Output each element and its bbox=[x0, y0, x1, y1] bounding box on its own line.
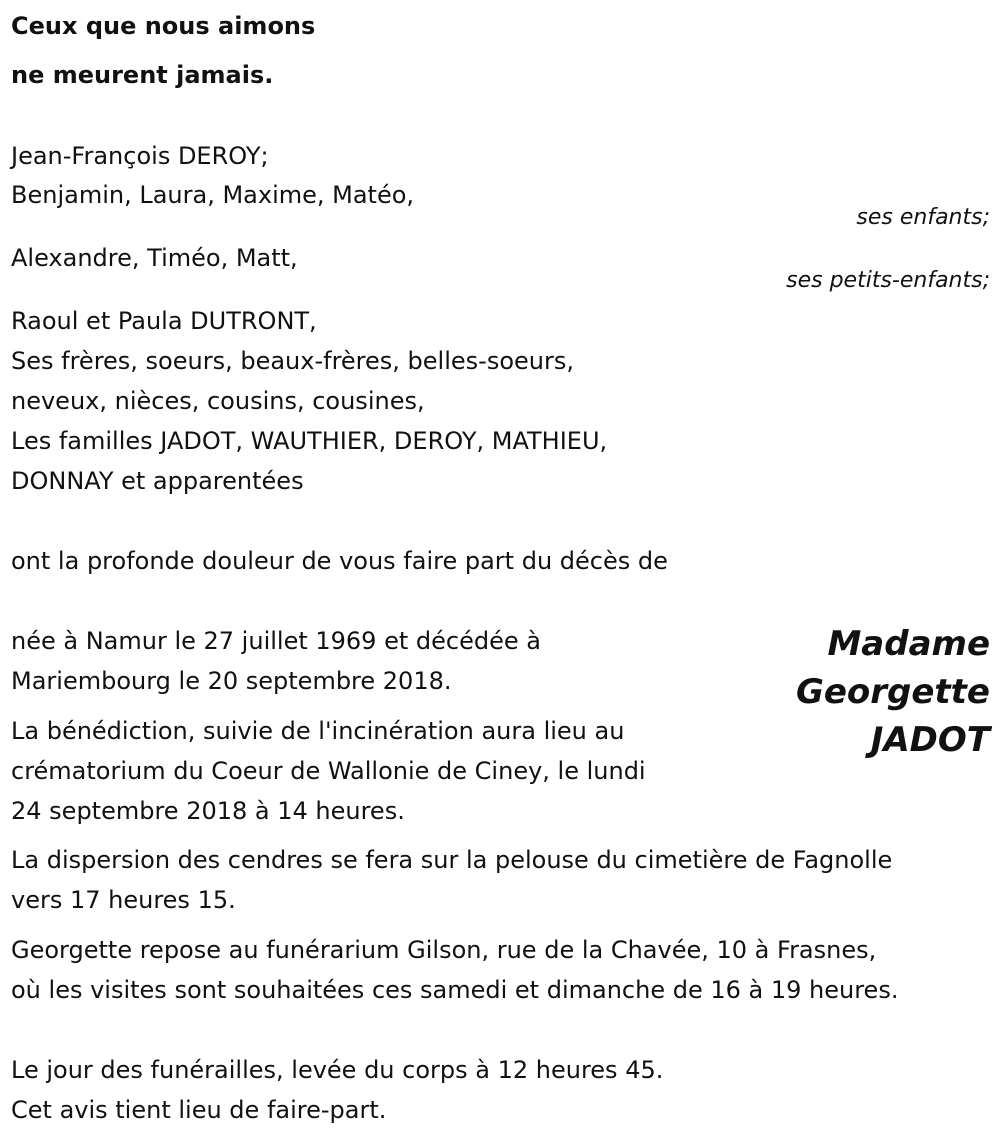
family-line-4: Raoul et Paula DUTRONT, bbox=[11, 307, 317, 335]
family-line-5: Ses frères, soeurs, beaux-frères, belles-soeurs, bbox=[11, 347, 574, 375]
family-line-7: Les familles JADOT, WAUTHIER, DEROY, MATHIEU, bbox=[11, 427, 608, 455]
grandchildren-label: ses petits-enfants; bbox=[786, 268, 990, 293]
family-line-6: neveux, nièces, cousins, cousines, bbox=[11, 387, 425, 415]
birth-line-2: Mariembourg le 20 septembre 2018. bbox=[11, 667, 452, 695]
rest-line-1: Georgette repose au funérarium Gilson, rue de la Chavée, 10 à Frasnes, bbox=[11, 936, 877, 964]
ashes-line-1: La dispersion des cendres se fera sur la pelouse du cimetière de Fagnolle bbox=[11, 846, 893, 874]
birth-line-1: née à Namur le 27 juillet 1969 et décédée à bbox=[11, 627, 541, 655]
ashes-line-2: vers 17 heures 15. bbox=[11, 886, 236, 914]
ceremony-line-3: 24 septembre 2018 à 14 heures. bbox=[11, 797, 405, 825]
funeral-line-2: Cet avis tient lieu de faire-part. bbox=[11, 1096, 387, 1124]
deceased-first-name: Georgette bbox=[795, 672, 990, 712]
deceased-name bbox=[796, 620, 990, 764]
family-line-1: Jean-François DEROY; bbox=[11, 142, 269, 170]
announcement-text: ont la profonde douleur de vous faire part du décès de bbox=[11, 547, 668, 575]
family-line-2: Benjamin, Laura, Maxime, Matéo, bbox=[11, 181, 415, 209]
funeral-line-1: Le jour des funérailles, levée du corps à 12 heures 45. bbox=[11, 1056, 664, 1084]
header-line-2: ne meurent jamais. bbox=[11, 61, 274, 89]
rest-line-2: où les visites sont souhaitées ces samedi et dimanche de 16 à 19 heures. bbox=[11, 976, 899, 1004]
deceased-title: Madame bbox=[827, 624, 990, 664]
ceremony-line-2: crématorium du Coeur de Wallonie de Ciney, le lundi bbox=[11, 757, 646, 785]
header-line-1: Ceux que nous aimons bbox=[11, 12, 316, 40]
family-line-3: Alexandre, Timéo, Matt, bbox=[11, 244, 298, 272]
children-label: ses enfants; bbox=[856, 205, 990, 230]
family-line-8: DONNAY et apparentées bbox=[11, 467, 304, 495]
ceremony-line-1: La bénédiction, suivie de l'incinération aura lieu au bbox=[11, 717, 625, 745]
deceased-last-name: JADOT bbox=[870, 720, 990, 760]
